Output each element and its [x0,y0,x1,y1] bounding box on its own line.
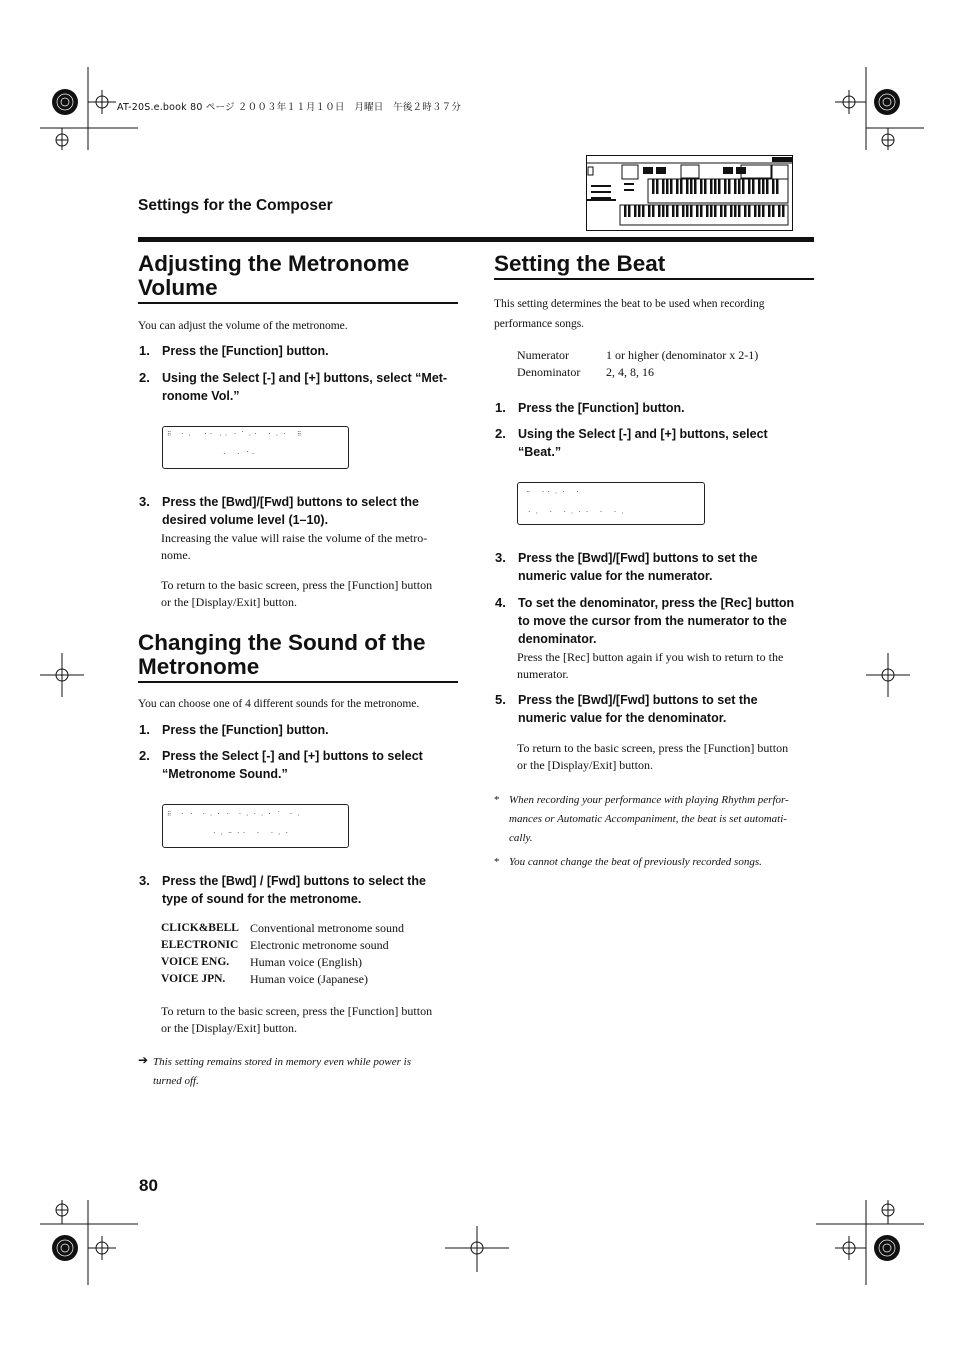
step-text-line-1: Using the Select [-] and [+] buttons, select “Met- [162,371,448,385]
return-instruction [161,1003,461,1037]
step-text-line-1: Press the [Bwd] / [Fwd] buttons to select the [162,874,426,888]
lcd-display [162,804,349,848]
step-text-line-3: denominator. [518,632,597,646]
lcd-display [162,426,349,469]
step-number: 1. [495,400,506,415]
step-text-line-1: Press the Select [-] and [+] buttons to select [162,749,423,763]
table-row [517,347,758,364]
sound-name: VOICE ENG. [161,956,230,968]
step-text-line-1: Press the [Bwd]/[Fwd] buttons to set the [518,551,758,565]
heading-line-1: Changing the Sound of the [138,630,426,655]
step-text-line-2: ronome Vol.” [162,389,240,403]
section-label: Settings for the Composer [138,197,333,214]
lcd-line-1: ⠒ ⠐⠂⠄⠂ ⠂ [526,489,584,496]
sound-name: VOICE JPN. [161,973,226,985]
footnote-line-2: mances or Automatic Accompaniment, the beat is set automati- [509,813,787,825]
step-number: 3. [139,494,150,509]
return-line-1: To return to the basic screen, press the [Function] button [161,578,433,592]
heading-underline [138,302,458,304]
beat-range-table [517,347,758,381]
sound-desc: Conventional metronome sound [250,921,404,935]
step-text-line-1: Press the [Bwd]/[Fwd] buttons to select the [162,495,419,509]
lcd-line-2: ⠂⠄ ⠂ ⠂⠄⠂⠂ ⠂ ⠂⠄ [528,509,629,516]
arrow-icon: ➔ [138,1053,149,1067]
lcd-line-2: ⠂⠄⠒⠐⠂ ⠂ ⠂⠄⠂ [213,830,293,837]
param-value: 2, 4, 8, 16 [606,365,654,379]
table-row [161,937,404,954]
step-number: 2. [139,748,150,763]
step-number: 5. [495,692,506,707]
step-2 [139,747,469,783]
step-text-line-2: numeric value for the numerator. [518,569,713,583]
footnote-star: * [494,794,500,806]
table-row [161,920,404,937]
heading-underline [494,278,814,280]
step-text-line-2: numeric value for the denominator. [518,711,727,725]
memo-line-1: This setting remains stored in memory even while power is [153,1056,411,1068]
step-text: Press the [Function] button. [162,344,329,358]
step-number: 2. [495,426,506,441]
table-row [517,364,758,381]
note-line-1: Press the [Rec] button again if you wish to return to the [517,650,784,664]
step-2 [495,425,825,461]
step-number: 1. [139,722,150,737]
footnote-star: * [494,856,500,868]
return-line-2: or the [Display/Exit] button. [161,595,297,609]
step-text-line-2: type of sound for the metronome. [162,892,362,906]
sound-types-table [161,920,404,988]
sound-desc: Human voice (English) [250,955,362,969]
heading-line-2: Volume [138,275,218,300]
return-line-2: or the [Display/Exit] button. [517,758,653,772]
intro-text: You can choose one of 4 different sounds for the metronome. [138,698,420,710]
return-instruction [517,740,817,774]
step-4-note [517,649,817,683]
return-instruction [161,577,461,611]
organ-panel-illustration [586,155,794,232]
note-line-2: numerator. [517,667,569,681]
heading-line-1: Adjusting the Metronome [138,251,410,276]
sound-desc: Human voice (Japanese) [250,972,368,986]
return-line-1: To return to the basic screen, press the [Function] button [517,741,789,755]
step-2 [139,369,469,405]
step-4 [495,594,825,648]
step-text-line-1: Using the Select [-] and [+] buttons, select [518,427,768,441]
memo-line-2: turned off. [153,1075,199,1087]
param-label: Denominator [517,365,581,379]
intro-line-1: This setting determines the beat to be used when recording [494,298,765,310]
param-label: Numerator [517,348,569,362]
step-number: 2. [139,370,150,385]
table-row [161,954,404,971]
step-number: 1. [139,343,150,358]
step-3-note [161,530,461,564]
sound-name: ELECTRONIC [161,939,239,951]
page-number: 80 [139,1176,158,1195]
lcd-line-1: ⠿ ⠂⠐ ⠂⠄⠂⠐ ⠂⠄⠂⠄⠂⠈ ⠂⠄ [167,811,305,818]
step-number: 3. [495,550,506,565]
footnote-line-3: cally. [509,832,533,844]
sound-name: CLICK&BELL [161,922,239,934]
intro-line-2: performance songs. [494,318,585,330]
lcd-display [517,482,705,525]
heading-setting-the-beat: Setting the Beat [494,251,666,276]
heading-metronome-volume [138,252,409,300]
step-number: 4. [495,595,506,610]
heading-metronome-sound [138,631,425,679]
top-rule [138,237,814,242]
step-text-line-2: “Beat.” [518,445,562,459]
print-header: AT-20S.e.book 80 ページ ２００３年１１月１０日 月曜日 午後２時３７分 [117,102,462,113]
step-text-line-1: Press the [Bwd]/[Fwd] buttons to set the [518,693,758,707]
note-line-2: nome. [161,548,191,562]
step-text-line-2: “Metronome Sound.” [162,767,288,781]
step-text-line-2: desired volume level (1–10). [162,513,329,527]
lcd-line-2: ⠂ ⠂⠈⠂ [223,451,260,458]
sound-desc: Electronic metronome sound [250,938,389,952]
step-text-line-2: to move the cursor from the numerator to the [518,614,787,628]
step-3 [139,872,469,908]
heading-line-2: Metronome [138,654,260,679]
return-line-1: To return to the basic screen, press the [Function] button [161,1004,433,1018]
lcd-line-1: ⠿ ⠂⠄ ⠐⠂⠠⠄⠐⠈⠠⠂ ⠂⠄⠂ ⠿ [167,431,305,438]
step-text: Press the [Function] button. [518,401,685,415]
footnote-line-1: When recording your performance with playing Rhythm perfor- [509,794,789,806]
footnote-text: You cannot change the beat of previously recorded songs. [509,856,762,868]
heading-underline [138,681,458,683]
table-row [161,971,404,988]
step-number: 3. [139,873,150,888]
return-line-2: or the [Display/Exit] button. [161,1021,297,1035]
intro-text [494,294,814,334]
step-text-line-1: To set the denominator, press the [Rec] button [518,596,795,610]
intro-text: You can adjust the volume of the metronome. [138,320,348,332]
step-3 [495,549,825,585]
step-text: Press the [Function] button. [162,723,329,737]
param-value: 1 or higher (denominator x 2-1) [606,348,759,362]
note-line-1: Increasing the value will raise the volume of the metro- [161,531,428,545]
step-3 [139,493,469,529]
step-5 [495,691,825,727]
